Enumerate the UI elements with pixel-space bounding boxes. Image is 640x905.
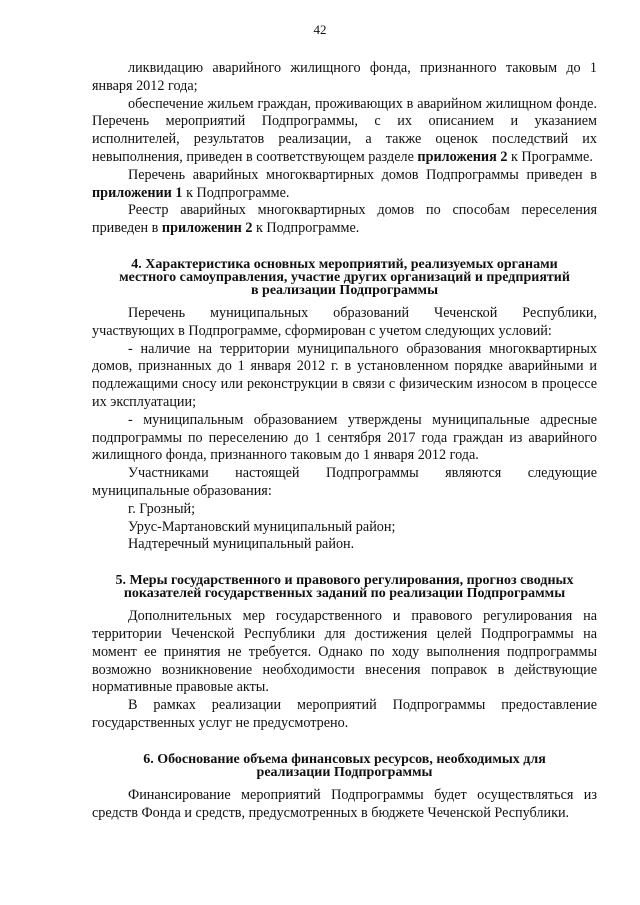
text-run: Перечень аварийных многоквартирных домов Подпрограммы приведен в bbox=[128, 166, 597, 183]
section-5-heading bbox=[92, 574, 597, 600]
heading-line: 5. Меры государственного и правового регулирования, прогноз сводных bbox=[115, 573, 574, 589]
bold-reference: приложения 2 bbox=[417, 148, 508, 165]
text-run: Реестр аварийных многоквартирных домов по способам переселения приведен в bbox=[92, 202, 597, 237]
section-5-paragraph: В рамках реализации мероприятий Подпрограммы предоставление государственных услуг не предусмотрено. bbox=[92, 697, 597, 731]
heading-line: показателей государственных заданий по реализации Подпрограммы bbox=[123, 586, 566, 602]
section-4-heading bbox=[92, 258, 597, 297]
text-run: к Подпрограмме. bbox=[182, 184, 290, 201]
heading-line: 4. Характеристика основных мероприятий, реализуемых органами bbox=[131, 256, 558, 272]
intro-paragraph-2 bbox=[92, 96, 597, 167]
intro-paragraph-4 bbox=[92, 202, 597, 238]
bold-reference: приложенин 2 bbox=[161, 220, 253, 237]
section-6-heading bbox=[92, 753, 597, 779]
section-4-list-item: - муниципальным образованием утверждены муниципальные адресные подпрограммы по переселению до 1 сентября 2017 года граждан из аварийного жилищного фонда, признанного таковым до 1 января 2012 года. bbox=[92, 411, 597, 464]
intro-paragraph-1: ликвидацию аварийного жилищного фонда, признанного таковым до 1 января 2012 года; bbox=[92, 60, 597, 94]
text-run: обеспечение жильем граждан, проживающих в аварийном жилищном фонде. Перечень мероприятий Подпрограммы, с их описанием и указанием исполнителей, результатов реализации, а также оценок последствий их невыполнения, приведен в соответствующем разделе bbox=[92, 95, 597, 165]
municipality-item: Надтеречный муниципальный район. bbox=[128, 536, 355, 553]
document-body bbox=[92, 60, 597, 822]
section-4-paragraph: Участниками настоящей Подпрограммы являются следующие муниципальные образования: bbox=[92, 465, 597, 499]
heading-line: реализации Подпрограммы bbox=[256, 764, 433, 780]
municipality-item: г. Грозный; bbox=[128, 500, 196, 517]
municipality-item: Урус-Мартановский муниципальный район; bbox=[128, 518, 396, 535]
heading-line: местного самоуправления, участие других организаций и предприятий bbox=[119, 269, 570, 285]
heading-line: в реализации Подпрограммы bbox=[251, 282, 438, 298]
section-6-paragraph: Финансирование мероприятий Подпрограммы будет осуществляться из средств Фонда и средств, предусмотренных в бюджете Чеченской Республики. bbox=[92, 786, 597, 821]
heading-line: 6. Обоснование объема финансовых ресурсов, необходимых для bbox=[143, 751, 546, 767]
text-run: к Подпрограмме. bbox=[252, 220, 360, 237]
bold-reference: приложении 1 bbox=[92, 184, 183, 201]
text-run: к Программе. bbox=[507, 148, 593, 165]
section-5-paragraph: Дополнительных мер государственного и правового регулирования на территории Чеченской Республики для достижения целей Подпрограммы на момент ее принятия не требуется. Однако по ходу выполнения подпрограммы возможно возникновение необходимости внесения поправок в действующие нормативные правовые акты. bbox=[92, 608, 597, 696]
page-number: 42 bbox=[313, 22, 327, 37]
intro-paragraph-3 bbox=[92, 167, 597, 203]
section-4-paragraph: Перечень муниципальных образований Чеченской Республики, участвующих в Подпрограмме, сформирован с учетом следующих условий: bbox=[92, 304, 597, 339]
section-4-list-item: - наличие на территории муниципального образования многоквартирных домов, признанных до 1 января 2012 г. в установленном порядке аварийными и подлежащими сносу или реконструкции в связи с физическим износом в процессе их эксплуатации; bbox=[92, 340, 597, 410]
